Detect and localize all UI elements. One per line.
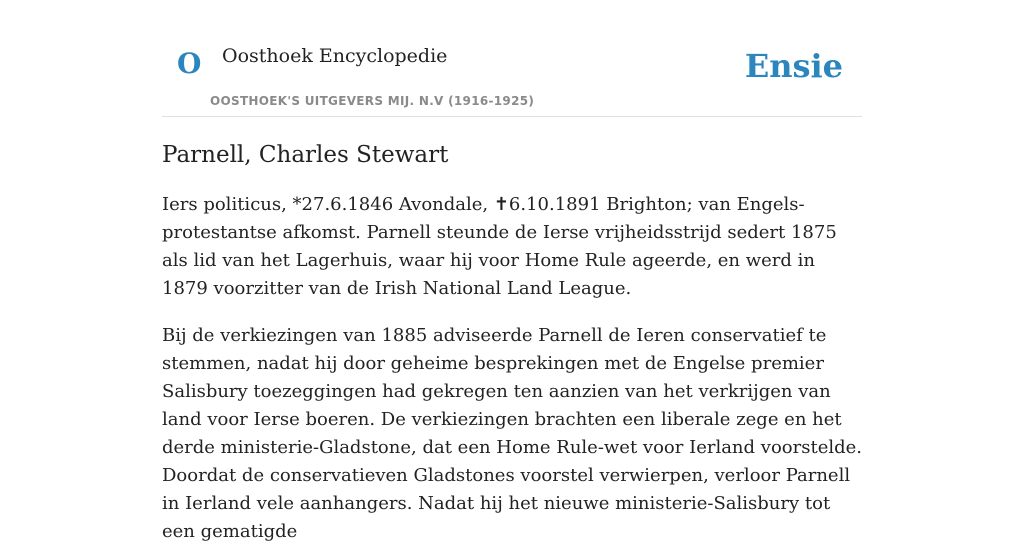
article-title: Parnell, Charles Stewart bbox=[162, 142, 449, 168]
ensie-brand-logo[interactable]: Ensie bbox=[744, 47, 843, 85]
content-container bbox=[162, 0, 862, 546]
source-header bbox=[162, 0, 862, 117]
article-paragraph: Bij de verkiezingen van 1885 adviseerde Parnell de Ieren conservatief te stemmen, nadat hij door geheime besprekingen met de Engelse premier Salisbury toezeggingen had gekregen ten aanzien van het verkrijgen van land voor Ierse boeren. De verkiezingen brachten een liberale zege en het derde ministerie-Gladstone, dat een Home Rule-wet voor Ierland voorstelde. Doordat de conservatieven Gladstones voorstel verwierpen, verloor Parnell in Ierland vele aanhangers. Nadat hij het nieuwe ministerie-Salisbury tot een gematigde bbox=[162, 324, 862, 542]
source-subtitle: OOSTHOEK'S UITGEVERS MIJ. N.V (1916-1925) bbox=[210, 94, 535, 108]
article-paragraph: Iers politicus, *27.6.1846 Avondale, ✝6.10.1891 Brighton; van Engels-protestantse afkomst. Parnell steunde de Ierse vrijheidsstrijd sedert 1875 als lid van het Lagerhuis, waar hij voor Home Rule ageerde, en werd in 1879 voorzitter van de Irish National Land League. bbox=[162, 193, 837, 299]
source-logo[interactable]: O bbox=[177, 47, 202, 80]
source-title-link[interactable]: Oosthoek Encyclopedie bbox=[222, 45, 448, 67]
